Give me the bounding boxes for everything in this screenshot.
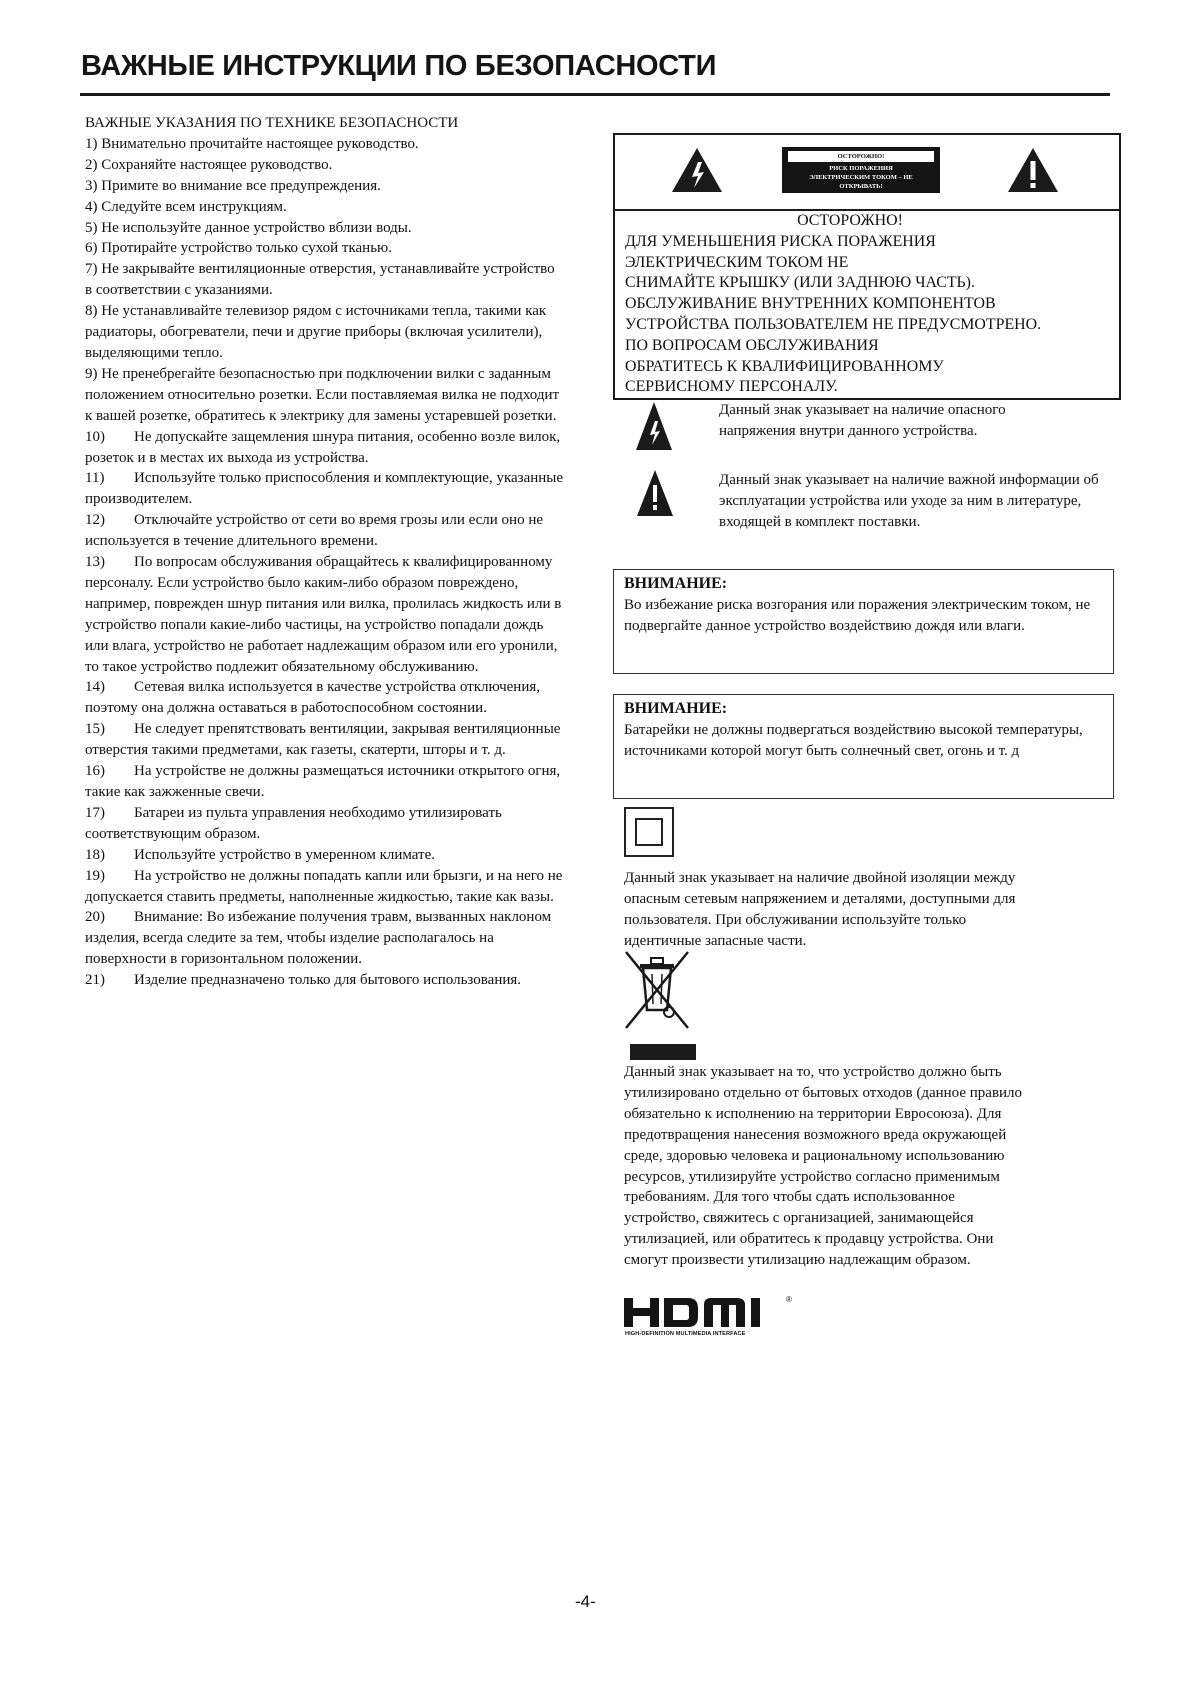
- instruction-item: [85, 510, 565, 552]
- text-line: утилизацией, или обратитесь к продавцу устройства. Они: [624, 1231, 994, 1248]
- instruction-item: 3) Примите во внимание все предупреждения.: [85, 177, 381, 194]
- instructions-heading: ВАЖНЫЕ УКАЗАНИЯ ПО ТЕХНИКЕ БЕЗОПАСНОСТИ: [85, 115, 459, 131]
- caution-line: ОБСЛУЖИВАНИЕ ВНУТРЕННИХ КОМПОНЕНТОВ: [625, 295, 996, 313]
- caution-box: [613, 133, 1121, 400]
- instruction-item: [85, 803, 565, 845]
- caution-text: [625, 211, 1115, 398]
- text-line: предотвращения нанесения возможного вреда окружающей: [624, 1126, 1007, 1143]
- item-text: Изделие предназначено только для бытового использования.: [134, 972, 522, 989]
- item-number: 12): [85, 512, 105, 529]
- warning-title: ВНИМАНИЕ:: [624, 700, 728, 717]
- item-text: По вопросам обслуживания обращайтесь к квалифицированному персоналу. Если устройство было каким-либо образом повреждено, например, поврежден шнур питания или вилка, пролилась жидкость или в устройство попали какие-либо частицы, на устройство попадали дождь или влага, устройство не работает надлежащим образом или его уронили, то такое устройство подлежит обязательному обслуживанию.: [85, 554, 562, 675]
- important-info-symbol-description: Данный знак указывает на наличие важной информации об эксплуатации устройства или уходе за ним в литературе, входящей в комплект поставки.: [719, 472, 1099, 530]
- double-insulation-description: [624, 868, 1114, 952]
- caution-label-line: РИСК ПОРАЖЕНИЯ: [829, 165, 893, 172]
- caution-label: [782, 147, 940, 193]
- item-text: Не следует препятствовать вентиляции, закрывая вентиляционные отверстия такими предметами, как газеты, скатерти, шторы и т. д.: [85, 721, 561, 759]
- instruction-item: 6) Протирайте устройство только сухой тканью.: [85, 240, 393, 257]
- warning-text: Батарейки не должны подвергаться воздействию высокой температуры, источниками которой могут быть солнечный свет, огонь и т. д: [624, 721, 1083, 759]
- instruction-item: [85, 761, 565, 803]
- caution-line: СЕРВИСНОМУ ПЕРСОНАЛУ.: [625, 378, 838, 396]
- title-rule: [80, 93, 1110, 96]
- weee-bar: [630, 1044, 696, 1060]
- lightning-bolt-icon: [635, 401, 673, 451]
- warning-box-batteries: [613, 694, 1114, 799]
- lightning-bolt-icon: [671, 147, 723, 193]
- item-number: 10): [85, 428, 105, 445]
- instruction-item: 5) Не используйте данное устройство вблизи воды.: [85, 219, 412, 236]
- instruction-item: [85, 677, 565, 719]
- item-number: 15): [85, 721, 105, 738]
- registered-mark: ®: [786, 1295, 792, 1304]
- text-line: смогут произвести утилизацию надлежащим образом.: [624, 1252, 971, 1269]
- warning-text: Во избежание риска возгорания или поражения электрическим током, не подвергайте данное устройство воздействию дождя или влаги.: [624, 596, 1091, 634]
- text-line: Данный знак указывает на наличие двойной изоляции между: [624, 870, 1016, 886]
- instruction-item: 1) Внимательно прочитайте настоящее руководство.: [85, 135, 419, 152]
- item-number: 19): [85, 867, 105, 884]
- item-text: Используйте только приспособления и комплектующие, указанные производителем.: [85, 470, 564, 508]
- weee-crossed-bin-icon: [624, 950, 690, 1030]
- item-number: 16): [85, 763, 105, 780]
- instruction-item: [85, 970, 565, 991]
- text-line: требованиям. Для того чтобы сдать использованное: [624, 1189, 955, 1206]
- instruction-item: [85, 552, 565, 677]
- instruction-item: 8) Не устанавливайте телевизор рядом с источниками тепла, такими как радиаторы, обогреватели, печи и другие приборы (включая усилители), выделяющими тепло.: [85, 303, 547, 361]
- hdmi-logo: [624, 1297, 798, 1329]
- caution-line: УСТРОЙСТВА ПОЛЬЗОВАТЕЛЕМ НЕ ПРЕДУСМОТРЕНО.: [625, 315, 1042, 333]
- text-line: обязательно к исполнению на территории Евросоюза). Для: [624, 1105, 1002, 1122]
- instruction-item: 7) Не закрывайте вентиляционные отверстия, устанавливайте устройство в соответствии с указаниями.: [85, 261, 555, 299]
- instruction-item: [85, 427, 565, 469]
- item-number: 13): [85, 554, 105, 571]
- exclamation-icon: [1007, 147, 1059, 193]
- weee-description: [624, 1062, 1114, 1271]
- item-number: 14): [85, 679, 105, 696]
- text-line: Данный знак указывает на то, что устройство должно быть: [624, 1064, 1002, 1080]
- text-line: утилизировано отдельно от бытовых отходов (данное правило: [624, 1084, 1023, 1101]
- item-number: 17): [85, 804, 105, 821]
- item-text: Сетевая вилка используется в качестве устройства отключения, поэтому она должна оставаться в работоспособном состоянии.: [85, 679, 541, 717]
- caution-symbols-row: [615, 135, 1119, 211]
- item-text: Используйте устройство в умеренном климате.: [134, 846, 435, 863]
- text-line: устройство, свяжитесь с организацией, занимающейся: [624, 1210, 974, 1227]
- item-text: Внимание: Во избежание получения травм, вызванных наклоном изделия, всегда следите за тем, чтобы изделие располагалось на поверхности в горизонтальном положении.: [85, 909, 552, 968]
- text-line: опасным сетевым напряжением и деталями, доступными для: [624, 890, 1016, 907]
- item-text: На устройство не должны попадать капли или брызги, и на него не допускается ставить предметы, наполненные жидкостью, такие как вазы.: [85, 867, 563, 905]
- text-line: пользователя. При обслуживании используйте только: [624, 911, 967, 928]
- instruction-item: [85, 468, 565, 510]
- item-number: 20): [85, 909, 105, 926]
- instruction-item: 9) Не пренебрегайте безопасностью при подключении вилки с заданным положением относительно розетки. Если поставляемая вилка не подходит к вашей розетке, обратитесь к электрику для замены устаревшей розетки.: [85, 365, 560, 424]
- caution-line: СНИМАЙТЕ КРЫШКУ (ИЛИ ЗАДНЮЮ ЧАСТЬ).: [625, 274, 975, 292]
- page-title: ВАЖНЫЕ ИНСТРУКЦИИ ПО БЕЗОПАСНОСТИ: [81, 50, 717, 82]
- safety-instructions-column: [85, 113, 565, 991]
- caution-line: ДЛЯ УМЕНЬШЕНИЯ РИСКА ПОРАЖЕНИЯ: [625, 232, 936, 250]
- instruction-item: [85, 719, 565, 761]
- instruction-item: [85, 845, 565, 866]
- instruction-item: 2) Сохраняйте настоящее руководство.: [85, 156, 333, 173]
- page-number: -4-: [575, 1592, 596, 1611]
- text-line: идентичные запасные части.: [624, 932, 807, 949]
- item-text: На устройстве не должны размещаться источники открытого огня, такие как зажженные свечи.: [85, 763, 561, 800]
- warning-title: ВНИМАНИЕ:: [624, 575, 728, 592]
- item-text: Не допускайте защемления шнура питания, особенно возле вилок, розеток и в местах их выхода из устройства.: [85, 428, 561, 466]
- exclamation-icon: [636, 469, 674, 517]
- voltage-symbol-description: Данный знак указывает на наличие опасного напряжения внутри данного устройства.: [719, 402, 1006, 439]
- hdmi-subtitle: HIGH-DEFINITION MULTIMEDIA INTERFACE: [625, 1331, 746, 1337]
- caution-line: ОБРАТИТЕСЬ К КВАЛИФИЦИРОВАННОМУ: [625, 357, 944, 375]
- item-text: Батареи из пульта управления необходимо утилизировать соответствующим образом.: [85, 804, 502, 842]
- double-insulation-icon: [624, 807, 674, 857]
- caution-title: ОСТОРОЖНО!: [797, 212, 903, 229]
- caution-label-line: ОТКРЫВАТЬ!: [839, 183, 883, 190]
- instruction-item: 4) Следуйте всем инструкциям.: [85, 198, 287, 215]
- item-number: 11): [85, 470, 105, 487]
- warning-box-moisture: [613, 569, 1114, 674]
- instruction-item: [85, 907, 565, 970]
- instruction-item: [85, 866, 565, 908]
- item-number: 18): [85, 846, 105, 863]
- text-line: ресурсов, утилизируйте устройство согласно применимым: [624, 1168, 1000, 1185]
- text-line: среде, здоровью человека и рациональному использованию: [624, 1147, 1005, 1164]
- caution-line: ПО ВОПРОСАМ ОБСЛУЖИВАНИЯ: [625, 336, 879, 354]
- caution-label-line: ЭЛЕКТРИЧЕСКИМ ТОКОМ – НЕ: [809, 174, 913, 181]
- caution-label-title: ОСТОРОЖНО!: [788, 151, 934, 162]
- caution-line: ЭЛЕКТРИЧЕСКИМ ТОКОМ НЕ: [625, 253, 849, 271]
- item-text: Отключайте устройство от сети во время грозы или если оно не используется в течение длительного времени.: [85, 512, 544, 550]
- item-number: 21): [85, 972, 105, 989]
